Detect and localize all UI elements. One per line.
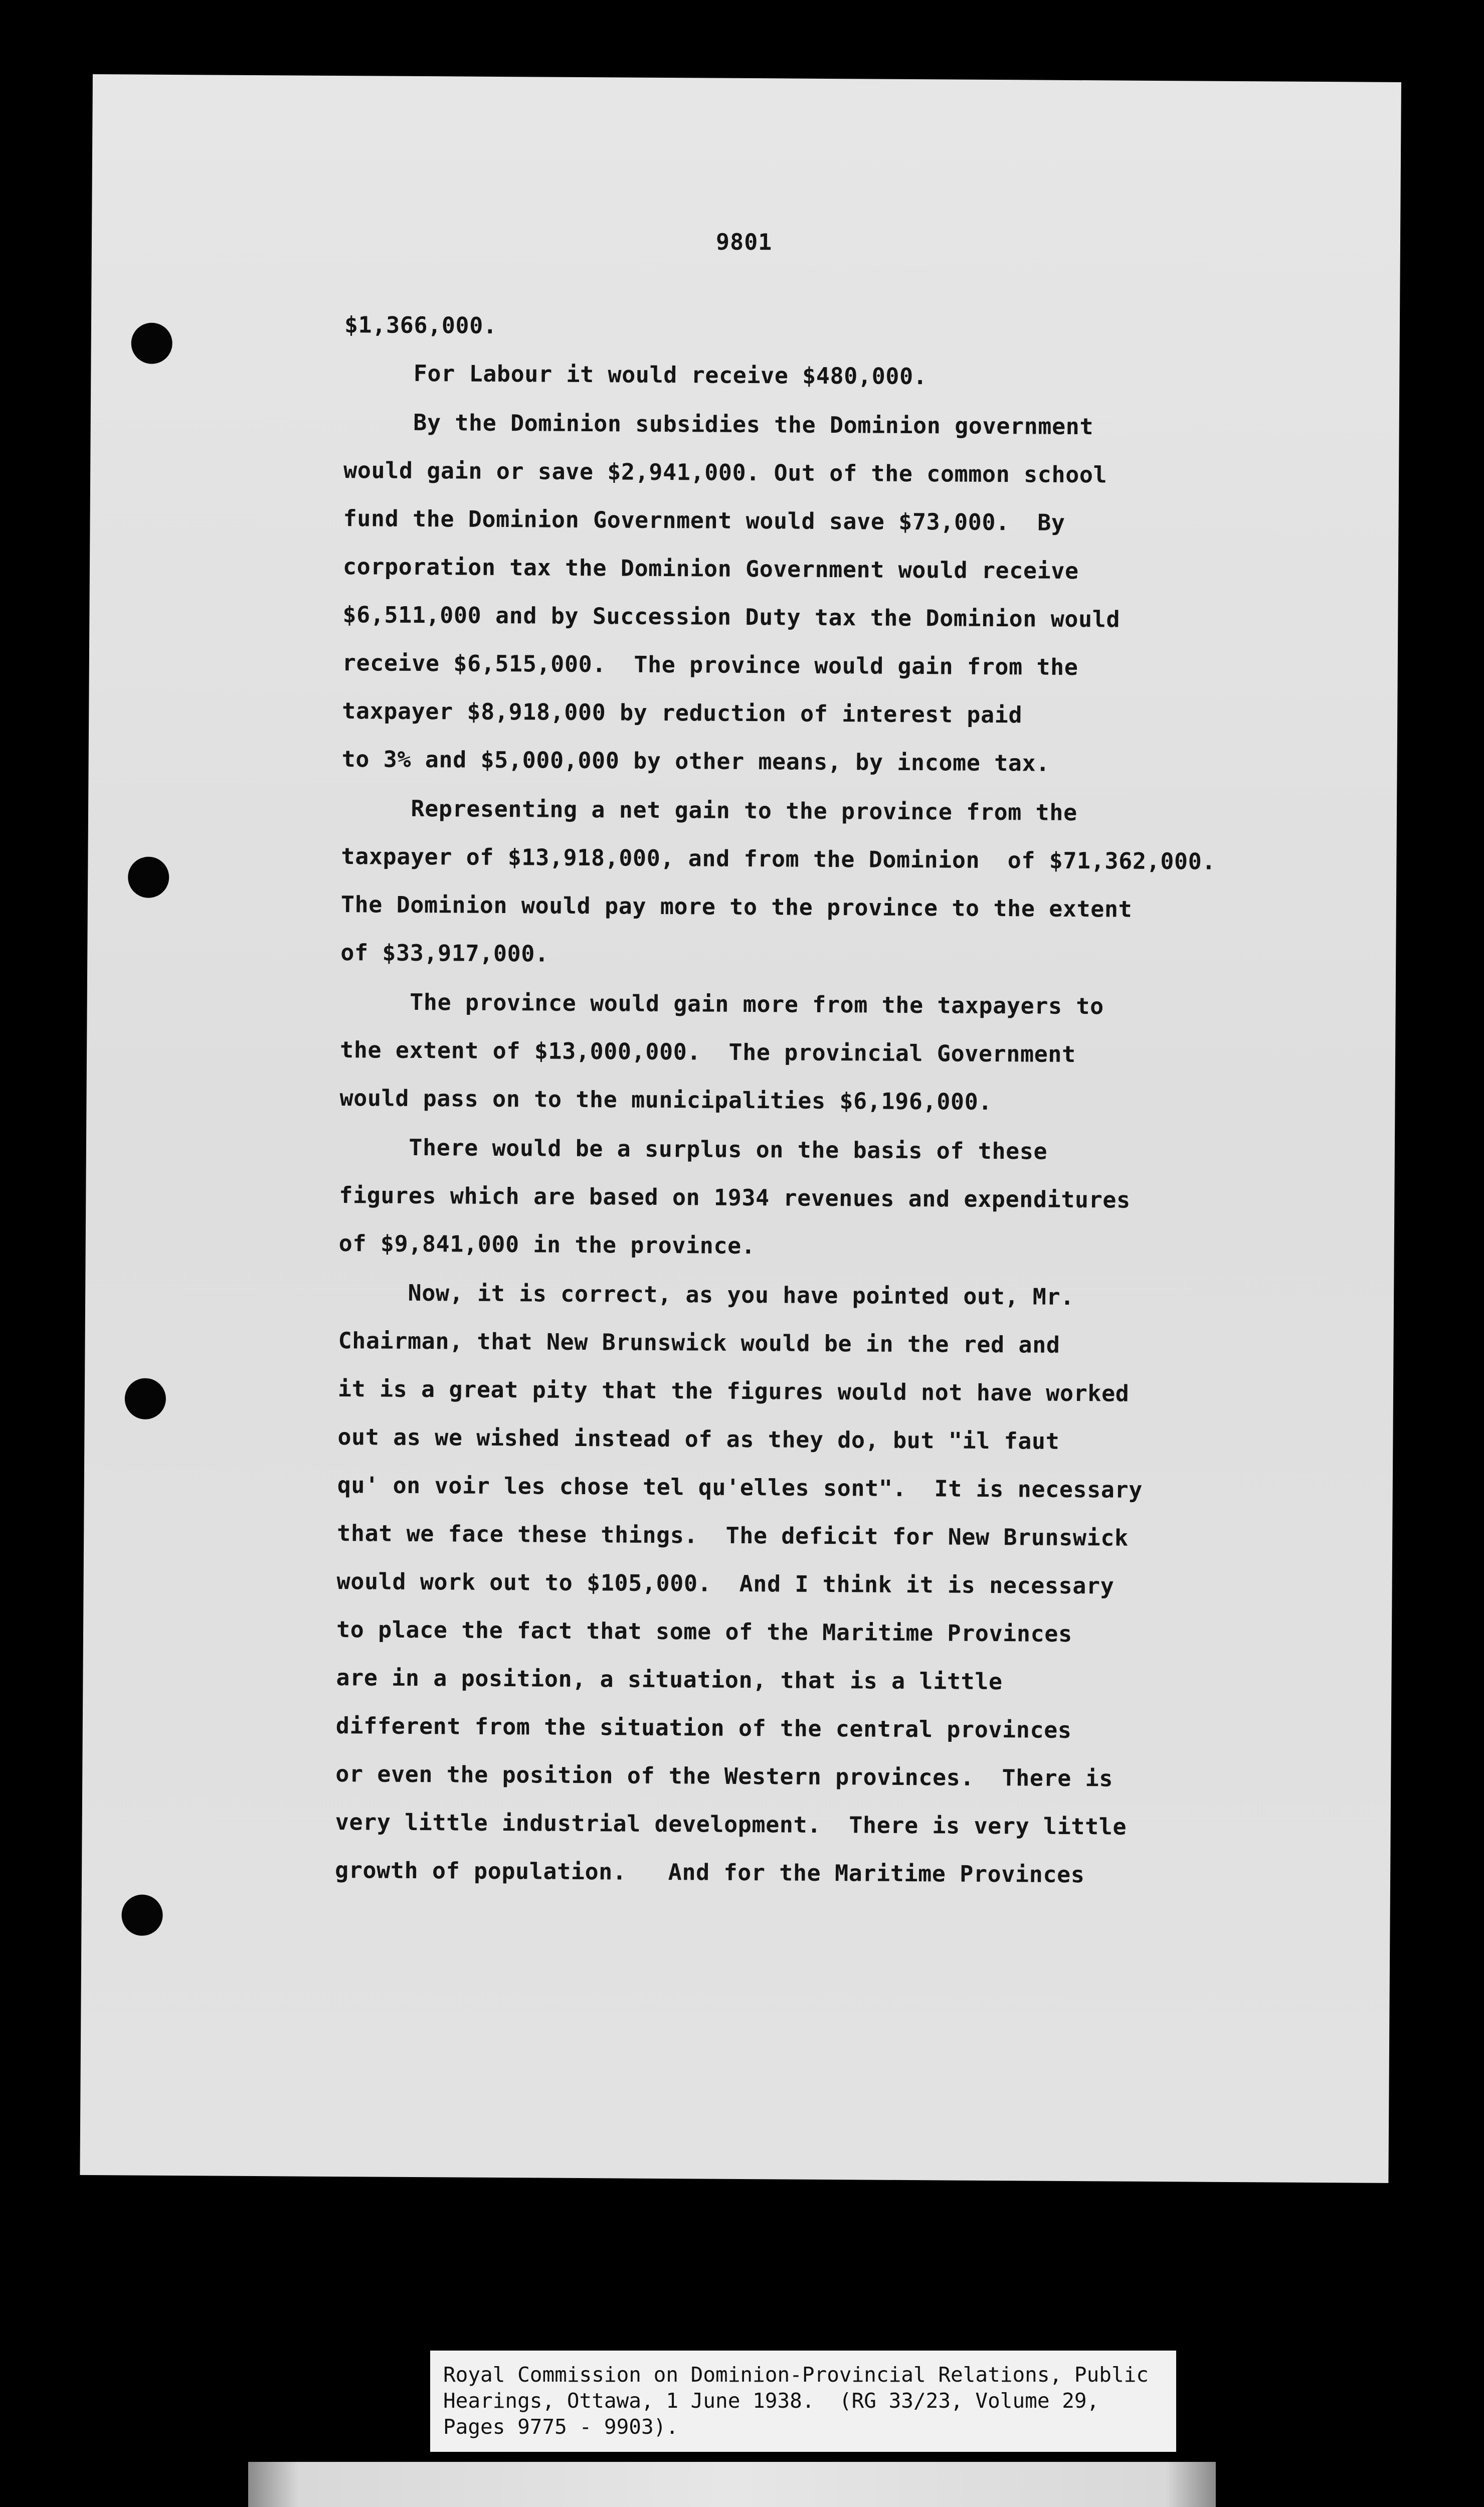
body-line: taxpayer $8,918,000 by reduction of interest paid bbox=[342, 697, 1023, 729]
body-line: $6,511,000 and by Succession Duty tax the Dominion would bbox=[342, 601, 1121, 633]
body-line: There would be a surplus on the basis of these bbox=[339, 1134, 1048, 1165]
punch-hole bbox=[131, 322, 172, 364]
body-line: very little industrial development. There is very little bbox=[335, 1809, 1127, 1840]
citation-line: Royal Commission on Dominion-Provincial Relations, Public bbox=[443, 2363, 1149, 2387]
document-page bbox=[80, 74, 1401, 2183]
body-line: of $9,841,000 in the province. bbox=[338, 1230, 756, 1260]
body-line: $1,366,000. bbox=[344, 311, 497, 339]
punch-hole bbox=[125, 1378, 166, 1419]
archive-citation-label bbox=[430, 2351, 1176, 2452]
body-line: Representing a net gain to the province from the bbox=[341, 795, 1077, 826]
body-line: different from the situation of the central provinces bbox=[335, 1712, 1072, 1743]
body-line: The Dominion would pay more to the province to the extent bbox=[340, 891, 1133, 923]
typewritten-body bbox=[334, 311, 1387, 1888]
body-line: taxpayer of $13,918,000, and from the Dominion of $71,362,000. bbox=[341, 843, 1216, 875]
body-line: figures which are based on 1934 revenues and expenditures bbox=[339, 1182, 1131, 1213]
citation-line: Hearings, Ottawa, 1 June 1938. (RG 33/23, Volume 29, bbox=[443, 2389, 1099, 2413]
body-line: Now, it is correct, as you have pointed out, Mr. bbox=[338, 1279, 1075, 1311]
archives-stamp bbox=[248, 2462, 1216, 2507]
body-line: The province would gain more from the taxpayers to bbox=[340, 988, 1104, 1020]
citation-line: Pages 9775 - 9903). bbox=[443, 2415, 678, 2439]
body-line: would pass on to the municipalities $6,196,000. bbox=[339, 1085, 993, 1115]
body-line: would gain or save $2,941,000. Out of the common school bbox=[343, 457, 1107, 488]
body-line: or even the position of the Western provinces. There is bbox=[335, 1760, 1114, 1792]
body-line: corporation tax the Dominion Government would receive bbox=[342, 553, 1079, 585]
body-line: it is a great pity that the figures would not have worked bbox=[337, 1375, 1130, 1407]
body-line: to place the fact that some of the Maritime Provinces bbox=[336, 1616, 1072, 1647]
body-line: the extent of $13,000,000. The provincial Government bbox=[339, 1036, 1076, 1068]
body-line: are in a position, a situation, that is a little bbox=[336, 1664, 1003, 1695]
punch-hole bbox=[128, 856, 169, 898]
body-line: of $33,917,000. bbox=[340, 939, 549, 967]
body-line: that we face these things. The deficit for New Brunswick bbox=[337, 1520, 1129, 1551]
punch-hole bbox=[121, 1894, 162, 1935]
body-line: would work out to $105,000. And I think it is necessary bbox=[336, 1568, 1115, 1599]
body-line: receive $6,515,000. The province would gain from the bbox=[342, 649, 1078, 681]
body-line: For Labour it would receive $480,000. bbox=[344, 360, 928, 390]
body-line: fund the Dominion Government would save $73,000. By bbox=[343, 505, 1065, 536]
body-line: growth of population. And for the Maritime Provinces bbox=[334, 1857, 1085, 1888]
page-number: 9801 bbox=[715, 228, 773, 256]
body-line: Chairman, that New Brunswick would be in the red and bbox=[338, 1327, 1060, 1358]
body-line: qu' on voir les chose tel qu'elles sont". It is necessary bbox=[337, 1472, 1143, 1503]
body-line: to 3% and $5,000,000 by other means, by income tax. bbox=[341, 746, 1050, 777]
body-line: By the Dominion subsidies the Dominion government bbox=[343, 409, 1094, 440]
body-line: out as we wished instead of as they do, but "il faut bbox=[337, 1423, 1060, 1455]
